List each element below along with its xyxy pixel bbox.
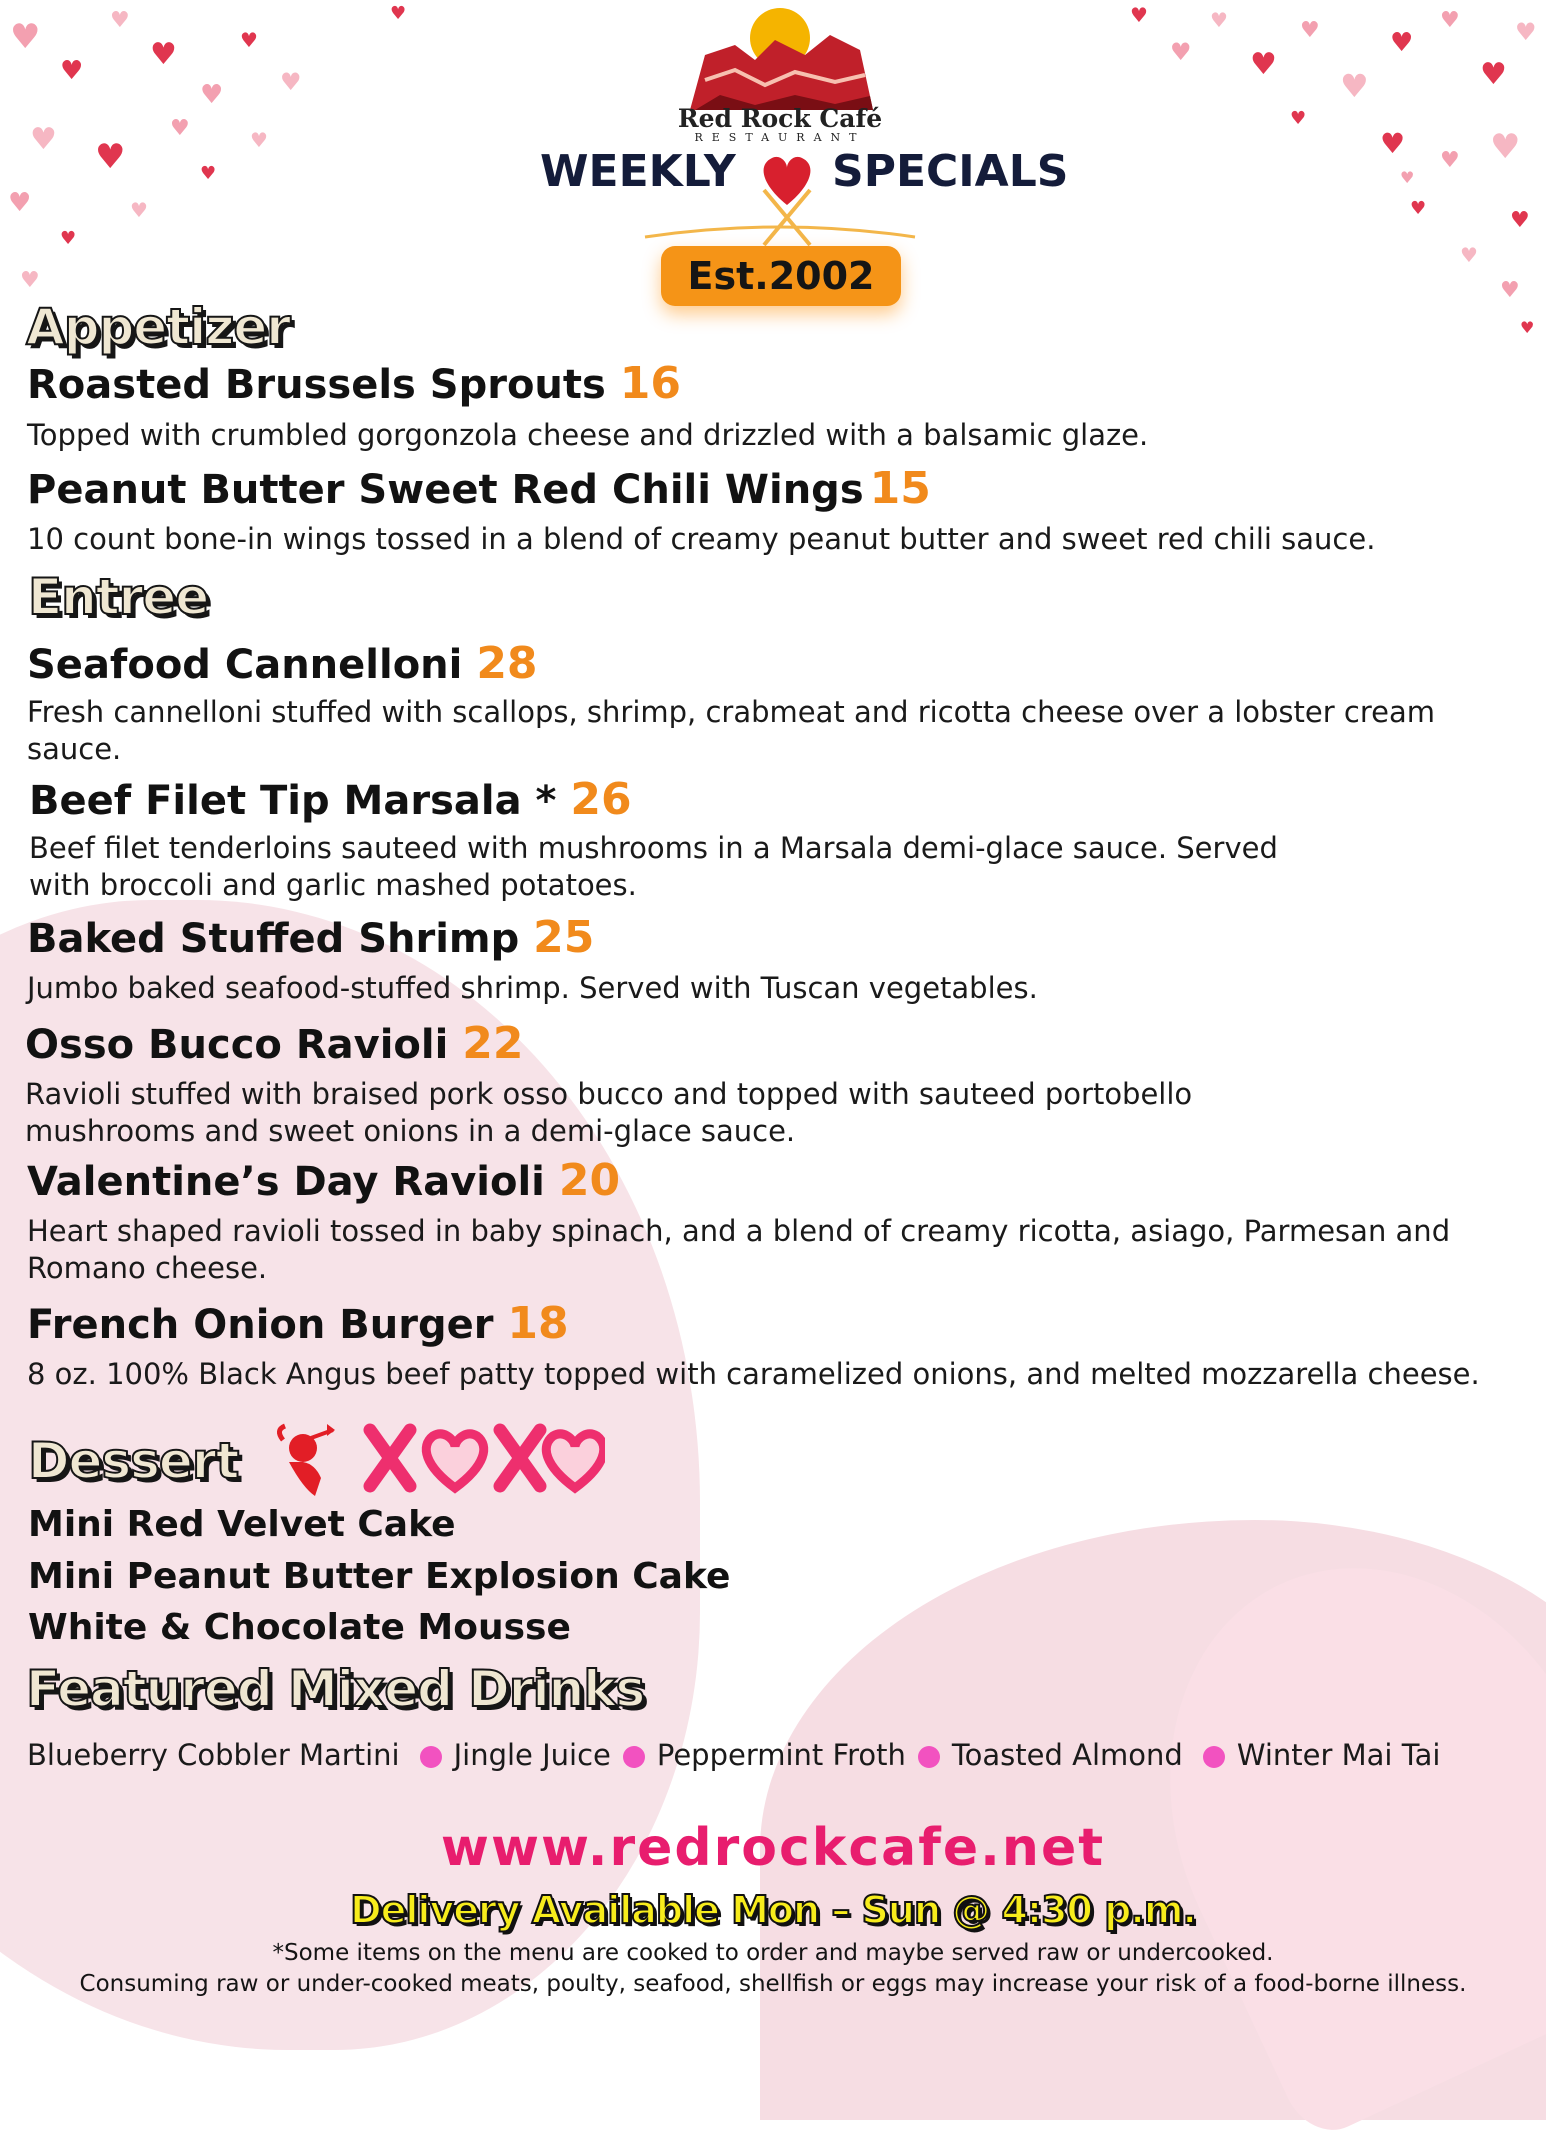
menu-item-price: 15 [869,463,931,514]
dessert-item: Mini Red Velvet Cake [28,1504,456,1545]
disclaimer-line-2: Consuming raw or under-cooked meats, poulty, seafood, shellfish or eggs may increase your risk of a food-borne illness. [79,1971,1467,1997]
menu-item-name: Peanut Butter Sweet Red Chili Wings 15 [27,463,931,514]
drink-item: Peppermint Froth [656,1738,906,1772]
drink-item: Blueberry Cobbler Martini [27,1738,400,1772]
section-dessert: Dessert [28,1432,239,1490]
drink-item: Winter Mai Tai [1236,1738,1441,1772]
menu-item-price: 16 [619,358,681,409]
menu-item-price: 18 [507,1298,569,1349]
drink-item: Toasted Almond [951,1738,1183,1772]
restaurant-name: Red Rock Café [677,104,883,133]
website-link[interactable]: www.redrockcafe.net [440,1818,1106,1878]
menu-item-name: French Onion Burger 18 [27,1298,569,1349]
menu-item-name: Roasted Brussels Sprouts 16 [27,358,681,409]
drink-item: Jingle Juice [453,1738,611,1772]
menu-item-description: 8 oz. 100% Black Angus beef patty topped with caramelized onions, and melted mozzarella cheese. [27,1357,1480,1391]
menu-item-price: 25 [533,912,595,963]
menu-item-description: Jumbo baked seafood-stuffed shrimp. Served with Tuscan vegetables. [27,971,1038,1005]
disclaimer-line-1: *Some items on the menu are cooked to order and maybe served raw or undercooked. [272,1940,1274,1966]
menu-item-price: 20 [558,1155,621,1206]
badge-swoosh [640,222,920,242]
section-appetizer: Appetizer [26,298,290,356]
restaurant-subtitle: RESTAURANT [694,131,866,144]
menu-item-description: Ravioli stuffed with braised pork osso bucco and topped with sauteed portobello mushrooms and sweet onions in a demi-glace sauce. [25,1077,1193,1148]
menu-item-name: Baked Stuffed Shrimp 25 [27,912,595,963]
section-drinks: Featured Mixed Drinks [26,1660,645,1718]
menu-item-description: Fresh cannelloni stuffed with scallops, shrimp, crabmeat and ricotta cheese over a lobster cream sauce. [27,695,1435,766]
section-entree: Entree [28,568,209,626]
dessert-item: Mini Peanut Butter Explosion Cake [28,1556,731,1597]
menu-item-name: Valentine’s Day Ravioli 20 [27,1155,621,1206]
drink-separator-dot [1203,1746,1225,1768]
menu-item-price: 22 [462,1018,524,1069]
drink-separator-dot [623,1746,645,1768]
est-badge: Est.2002 [661,246,901,306]
menu-item-description: 10 count bone-in wings tossed in a blend of creamy peanut butter and sweet red chili sauce. [27,522,1376,556]
menu-item-name: Beef Filet Tip Marsala * 26 [29,774,632,825]
drink-separator-dot [918,1746,940,1768]
drinks-list [27,1738,1440,1772]
delivery-banner: Delivery Available Mon – Sun @ 4:30 p.m. [350,1888,1196,1932]
menu-item-price: 26 [570,774,632,825]
menu-item-name: Seafood Cannelloni 28 [27,638,538,689]
menu-item-price: 28 [476,638,538,689]
menu-item-name: Osso Bucco Ravioli 22 [25,1018,524,1069]
title-weekly: WEEKLY [540,146,736,197]
menu-item-description: Heart shaped ravioli tossed in baby spinach, and a blend of creamy ricotta, asiago, Parmesan and Romano cheese. [27,1214,1451,1285]
drink-separator-dot [420,1746,442,1768]
dessert-item: White & Chocolate Mousse [28,1607,571,1648]
cupid-xoxo-icon [275,1418,605,1500]
menu-item-description: Topped with crumbled gorgonzola cheese and drizzled with a balsamic glaze. [27,418,1149,452]
menu-item-description: Beef filet tenderloins sauteed with mushrooms in a Marsala demi-glace sauce. Served with broccoli and garlic mashed potatoes. [29,831,1278,902]
red-rock-logo [675,0,885,115]
title-specials: SPECIALS [832,146,1069,197]
